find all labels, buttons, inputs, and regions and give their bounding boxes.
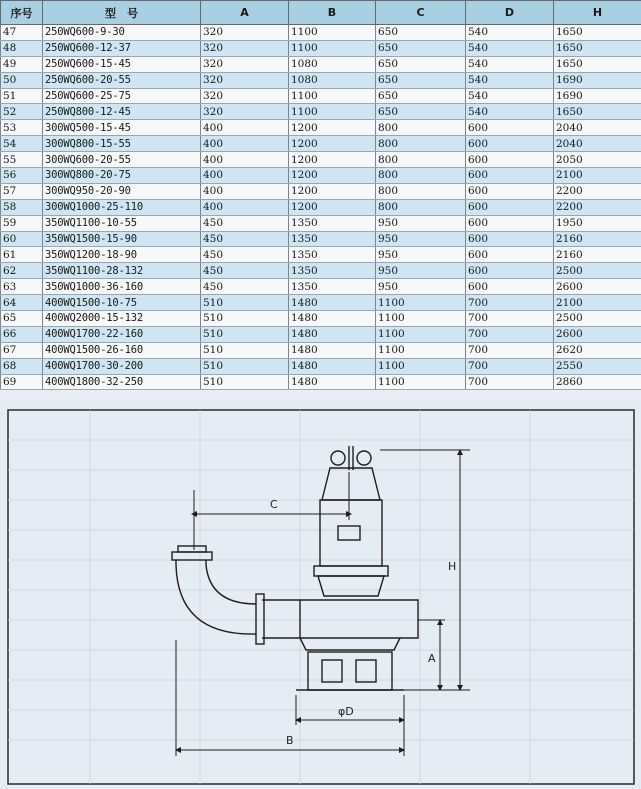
cell-b: 1480 [289, 326, 376, 342]
table-row [1, 215, 641, 231]
cell-c: 650 [376, 56, 466, 72]
cell-b: 1350 [289, 247, 376, 263]
cell-model: 300WQ800-20-75 [43, 168, 201, 184]
table-row [1, 104, 641, 120]
header-a: A [201, 1, 289, 25]
cell-index: 53 [1, 120, 43, 136]
table-row [1, 263, 641, 279]
table-row [1, 40, 641, 56]
cell-c: 800 [376, 168, 466, 184]
cell-d: 540 [466, 88, 554, 104]
cell-index: 57 [1, 183, 43, 199]
cell-d: 600 [466, 279, 554, 295]
cell-a: 320 [201, 72, 289, 88]
cell-a: 510 [201, 295, 289, 311]
header-c: C [376, 1, 466, 25]
header-index: 序号 [1, 1, 43, 25]
cell-b: 1200 [289, 199, 376, 215]
cell-h: 2550 [554, 358, 641, 374]
cell-c: 950 [376, 279, 466, 295]
cell-model: 250WQ600-12-37 [43, 40, 201, 56]
table-row [1, 374, 641, 390]
cell-d: 700 [466, 374, 554, 390]
cell-model: 250WQ600-15-45 [43, 56, 201, 72]
table-row [1, 247, 641, 263]
cell-index: 68 [1, 358, 43, 374]
cell-c: 1100 [376, 311, 466, 327]
cell-h: 1950 [554, 215, 641, 231]
header-model: 型 号 [43, 1, 201, 25]
cell-d: 600 [466, 168, 554, 184]
cell-index: 56 [1, 168, 43, 184]
cell-model: 350WQ1100-10-55 [43, 215, 201, 231]
cell-d: 540 [466, 40, 554, 56]
cell-model: 400WQ1700-30-200 [43, 358, 201, 374]
spec-table [0, 0, 641, 390]
cell-d: 540 [466, 56, 554, 72]
cell-index: 63 [1, 279, 43, 295]
cell-h: 2500 [554, 311, 641, 327]
cell-d: 600 [466, 136, 554, 152]
cell-a: 510 [201, 342, 289, 358]
background-grid [8, 410, 634, 784]
cell-h: 2200 [554, 183, 641, 199]
table-row [1, 56, 641, 72]
cell-c: 800 [376, 120, 466, 136]
cell-h: 2040 [554, 136, 641, 152]
cell-a: 450 [201, 247, 289, 263]
cell-model: 350WQ1500-15-90 [43, 231, 201, 247]
cell-c: 800 [376, 152, 466, 168]
dimension-label-b: B [286, 734, 294, 747]
cell-b: 1200 [289, 136, 376, 152]
cell-a: 510 [201, 311, 289, 327]
cell-index: 64 [1, 295, 43, 311]
cell-c: 950 [376, 247, 466, 263]
cell-c: 650 [376, 104, 466, 120]
cell-a: 400 [201, 120, 289, 136]
cell-index: 59 [1, 215, 43, 231]
cell-b: 1350 [289, 215, 376, 231]
cell-b: 1100 [289, 88, 376, 104]
lifting-eye-right [357, 451, 371, 465]
cell-model: 300WQ800-15-55 [43, 136, 201, 152]
cell-index: 49 [1, 56, 43, 72]
dimension-label-d: φD [338, 705, 354, 718]
cell-index: 52 [1, 104, 43, 120]
cell-d: 600 [466, 120, 554, 136]
table-row [1, 88, 641, 104]
cell-b: 1200 [289, 152, 376, 168]
dimension-label-a: A [428, 652, 436, 665]
cell-d: 600 [466, 183, 554, 199]
cell-b: 1480 [289, 358, 376, 374]
pump-drawing-svg [0, 400, 641, 789]
header-h: H [554, 1, 641, 25]
cell-h: 2100 [554, 168, 641, 184]
table-row [1, 342, 641, 358]
cell-a: 400 [201, 183, 289, 199]
cell-model: 300WQ500-15-45 [43, 120, 201, 136]
cell-model: 250WQ600-20-55 [43, 72, 201, 88]
cell-d: 600 [466, 152, 554, 168]
table-header-row [1, 1, 641, 25]
cell-d: 700 [466, 295, 554, 311]
table-row [1, 136, 641, 152]
cell-h: 1650 [554, 104, 641, 120]
table-row [1, 152, 641, 168]
cell-c: 950 [376, 263, 466, 279]
cell-c: 650 [376, 25, 466, 41]
cell-a: 510 [201, 374, 289, 390]
cell-a: 450 [201, 231, 289, 247]
dimension-label-c: C [270, 498, 278, 511]
cell-index: 62 [1, 263, 43, 279]
header-d: D [466, 1, 554, 25]
cell-b: 1480 [289, 342, 376, 358]
cell-a: 320 [201, 104, 289, 120]
header-b: B [289, 1, 376, 25]
cell-index: 61 [1, 247, 43, 263]
cell-h: 2860 [554, 374, 641, 390]
cell-model: 400WQ1800-32-250 [43, 374, 201, 390]
cell-c: 650 [376, 40, 466, 56]
cell-h: 2620 [554, 342, 641, 358]
cell-b: 1080 [289, 72, 376, 88]
lifting-eye-left [331, 451, 345, 465]
cell-a: 400 [201, 136, 289, 152]
cell-b: 1100 [289, 25, 376, 41]
cell-model: 350WQ1000-36-160 [43, 279, 201, 295]
cell-a: 510 [201, 358, 289, 374]
cell-model: 350WQ1100-28-132 [43, 263, 201, 279]
cell-model: 400WQ1700-22-160 [43, 326, 201, 342]
cell-c: 950 [376, 231, 466, 247]
cell-c: 800 [376, 199, 466, 215]
cell-model: 250WQ600-25-75 [43, 88, 201, 104]
dimension-label-h: H [448, 560, 457, 573]
cell-index: 54 [1, 136, 43, 152]
table-row [1, 295, 641, 311]
cell-c: 650 [376, 72, 466, 88]
cell-h: 2160 [554, 231, 641, 247]
cell-c: 1100 [376, 358, 466, 374]
cell-model: 300WQ1000-25-110 [43, 199, 201, 215]
cell-b: 1480 [289, 374, 376, 390]
cell-h: 2100 [554, 295, 641, 311]
cell-a: 450 [201, 215, 289, 231]
cell-h: 2500 [554, 263, 641, 279]
cell-model: 250WQ800-12-45 [43, 104, 201, 120]
cell-a: 320 [201, 88, 289, 104]
cell-c: 950 [376, 215, 466, 231]
cell-index: 51 [1, 88, 43, 104]
cell-index: 67 [1, 342, 43, 358]
cell-b: 1200 [289, 120, 376, 136]
cell-model: 250WQ600-9-30 [43, 25, 201, 41]
cell-b: 1350 [289, 279, 376, 295]
cell-d: 700 [466, 326, 554, 342]
table-row [1, 358, 641, 374]
cell-c: 1100 [376, 374, 466, 390]
cell-c: 1100 [376, 342, 466, 358]
cell-h: 2600 [554, 279, 641, 295]
cell-c: 1100 [376, 295, 466, 311]
dimension-drawing [0, 400, 641, 789]
table-row [1, 72, 641, 88]
table-row [1, 231, 641, 247]
cell-b: 1200 [289, 168, 376, 184]
cell-model: 400WQ1500-10-75 [43, 295, 201, 311]
cell-model: 400WQ1500-26-160 [43, 342, 201, 358]
spec-table-section [0, 0, 641, 389]
cell-h: 2040 [554, 120, 641, 136]
cell-index: 58 [1, 199, 43, 215]
cell-h: 1650 [554, 56, 641, 72]
cell-a: 450 [201, 263, 289, 279]
cell-a: 320 [201, 56, 289, 72]
cell-a: 320 [201, 25, 289, 41]
cell-h: 2600 [554, 326, 641, 342]
pump-outline [172, 446, 418, 690]
cell-d: 700 [466, 358, 554, 374]
cell-c: 800 [376, 136, 466, 152]
cell-a: 400 [201, 168, 289, 184]
cell-b: 1100 [289, 40, 376, 56]
table-row [1, 279, 641, 295]
cell-b: 1200 [289, 183, 376, 199]
cell-b: 1480 [289, 295, 376, 311]
cell-d: 600 [466, 199, 554, 215]
cell-d: 540 [466, 25, 554, 41]
cell-index: 50 [1, 72, 43, 88]
cell-h: 2050 [554, 152, 641, 168]
table-row [1, 326, 641, 342]
cell-h: 1650 [554, 25, 641, 41]
cell-h: 2200 [554, 199, 641, 215]
cell-model: 400WQ2000-15-132 [43, 311, 201, 327]
cell-a: 510 [201, 326, 289, 342]
cell-d: 600 [466, 215, 554, 231]
cell-d: 540 [466, 104, 554, 120]
cell-d: 540 [466, 72, 554, 88]
cell-index: 55 [1, 152, 43, 168]
table-row [1, 183, 641, 199]
cell-h: 1690 [554, 88, 641, 104]
cell-model: 300WQ950-20-90 [43, 183, 201, 199]
cell-a: 320 [201, 40, 289, 56]
cell-c: 800 [376, 183, 466, 199]
cell-h: 1690 [554, 72, 641, 88]
cell-d: 600 [466, 231, 554, 247]
cell-index: 47 [1, 25, 43, 41]
cell-index: 65 [1, 311, 43, 327]
cell-h: 2160 [554, 247, 641, 263]
cell-b: 1480 [289, 311, 376, 327]
drawing-frame [8, 410, 634, 784]
cell-d: 600 [466, 247, 554, 263]
table-body [1, 25, 641, 390]
cell-model: 300WQ600-20-55 [43, 152, 201, 168]
cell-d: 700 [466, 311, 554, 327]
cell-index: 60 [1, 231, 43, 247]
cell-index: 66 [1, 326, 43, 342]
table-row [1, 168, 641, 184]
cell-a: 400 [201, 152, 289, 168]
cell-c: 1100 [376, 326, 466, 342]
table-row [1, 199, 641, 215]
cell-a: 400 [201, 199, 289, 215]
table-row [1, 311, 641, 327]
cell-d: 700 [466, 342, 554, 358]
cell-index: 69 [1, 374, 43, 390]
cell-index: 48 [1, 40, 43, 56]
cell-h: 1650 [554, 40, 641, 56]
cell-b: 1350 [289, 231, 376, 247]
cell-c: 650 [376, 88, 466, 104]
cell-b: 1100 [289, 104, 376, 120]
cell-b: 1350 [289, 263, 376, 279]
cell-a: 450 [201, 279, 289, 295]
cell-model: 350WQ1200-18-90 [43, 247, 201, 263]
table-row [1, 25, 641, 41]
table-row [1, 120, 641, 136]
cell-d: 600 [466, 263, 554, 279]
cell-b: 1080 [289, 56, 376, 72]
